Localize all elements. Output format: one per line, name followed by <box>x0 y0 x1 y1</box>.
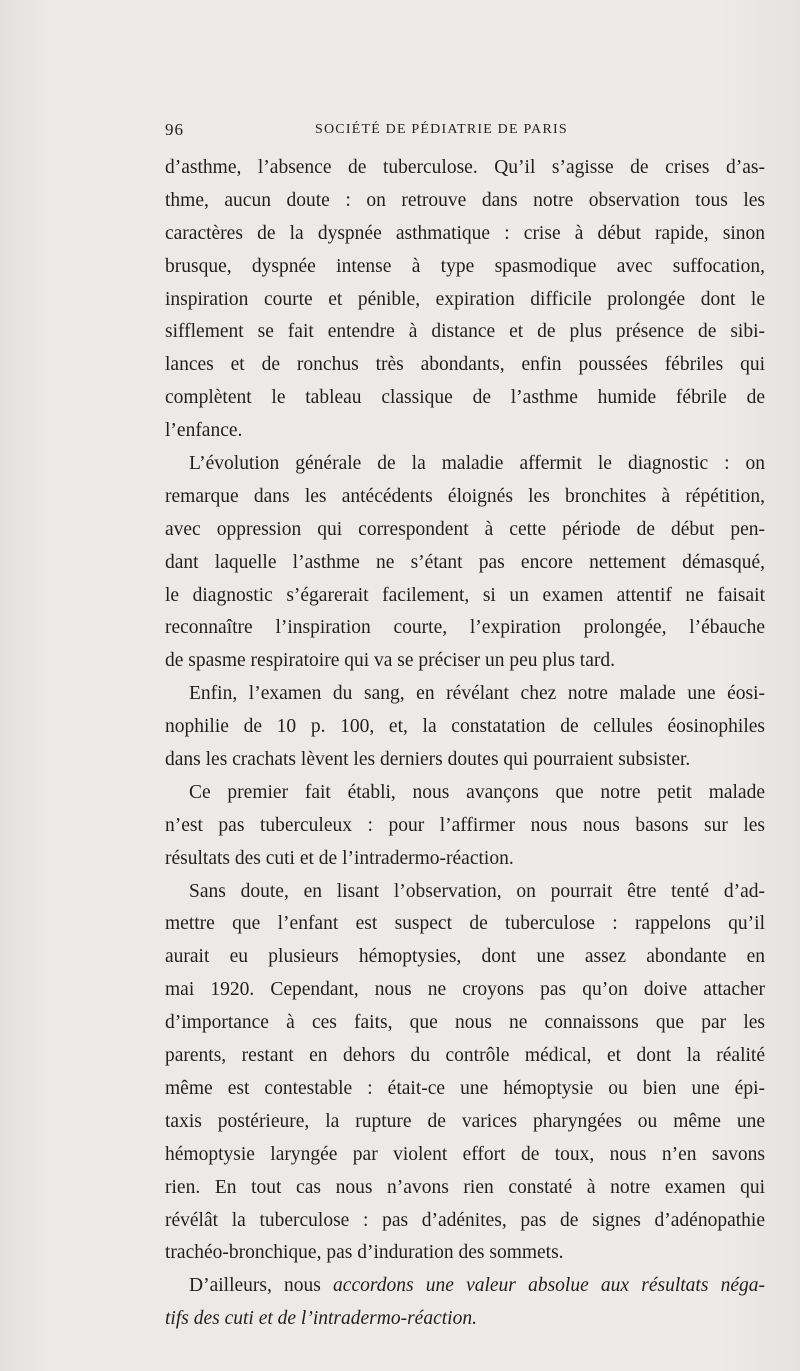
text-line: lances et de ronchus très abondants, enfin poussées fébriles qui <box>165 354 765 376</box>
text-line: révélât la tuberculose : pas d’adénites, pas de signes d’adénopathie <box>165 1209 765 1231</box>
text-line: nophilie de 10 p. 100, et, la constatation de cellules éosinophiles <box>165 716 765 738</box>
text-line: d’asthme, l’absence de tuberculose. Qu’il s’agisse de crises d’as- <box>165 157 765 178</box>
text-line: dans les crachats lèvent les derniers doutes qui pourraient subsister. <box>165 749 691 771</box>
final-paragraph-italic-1: accordons une valeur absolue aux résultats néga- <box>333 1275 765 1297</box>
text-line: mai 1920. Cependant, nous ne croyons pas qu’on doive attacher <box>165 979 765 1001</box>
text-line: trachéo-bronchique, pas d’induration des sommets. <box>165 1242 564 1264</box>
final-paragraph-line-2 <box>165 1303 765 1336</box>
final-paragraph-italic-2: tifs des cuti et de l’intradermo-réaction. <box>165 1308 477 1330</box>
text-line: hémoptysie laryngée par violent effort de toux, nous n’en savons <box>165 1143 765 1165</box>
text-line: mettre que l’enfant est suspect de tuberculose : rappelons qu’il <box>165 913 765 935</box>
text-line: n’est pas tuberculeux : pour l’affirmer nous nous basons sur les <box>165 814 765 836</box>
text-line: brusque, dyspnée intense à type spasmodique avec suffocation, <box>165 255 765 277</box>
text-line: dant laquelle l’asthme ne s’étant pas encore nettement démasqué, <box>165 551 765 573</box>
page-number: 96 <box>165 120 184 139</box>
text-line: thme, aucun doute : on retrouve dans notre observation tous les <box>165 189 765 211</box>
text-line: même est contestable : était-ce une hémoptysie ou bien une épi- <box>165 1077 765 1099</box>
text-line: L’évolution générale de la maladie affermit le diagnostic : on <box>189 453 765 475</box>
body-text <box>165 152 765 1336</box>
text-line: aurait eu plusieurs hémoptysies, dont une assez abondante en <box>165 946 765 968</box>
text-line: Enfin, l’examen du sang, en révélant chez notre malade une éosi- <box>189 683 765 705</box>
text-line: taxis postérieure, la rupture de varices pharyngées ou même une <box>165 1110 765 1132</box>
text-line: de spasme respiratoire qui va se préciser un peu plus tard. <box>165 650 615 672</box>
text-line: remarque dans les antécédents éloignés les bronchites à répétition, <box>165 485 765 507</box>
text-line: complètent le tableau classique de l’asthme humide fébrile de <box>165 387 765 409</box>
text-line: parents, restant en dehors du contrôle médical, et dont la réalité <box>165 1045 765 1067</box>
page-header <box>165 120 765 144</box>
final-paragraph-line-1 <box>165 1270 765 1303</box>
text-line: d’importance à ces faits, que nous ne connaissons que par les <box>165 1012 765 1034</box>
text-line: sifflement se fait entendre à distance et de plus présence de sibi- <box>165 321 765 343</box>
text-line: le diagnostic s’égarerait facilement, si un examen attentif ne faisait <box>165 584 765 606</box>
running-title: SOCIÉTÉ DE PÉDIATRIE DE PARIS <box>315 122 568 137</box>
text-line: l’enfance. <box>165 420 243 442</box>
text-line: reconnaître l’inspiration courte, l’expiration prolongée, l’ébauche <box>165 617 765 639</box>
text-line: Sans doute, en lisant l’observation, on pourrait être tenté d’ad- <box>189 880 765 902</box>
text-line: Ce premier fait établi, nous avançons que notre petit malade <box>189 781 765 803</box>
text-line: inspiration courte et pénible, expiration difficile prolongée dont le <box>165 288 765 310</box>
text-line: résultats des cuti et de l’intradermo-réaction. <box>165 847 514 869</box>
text-line: avec oppression qui correspondent à cette période de début pen- <box>165 518 765 540</box>
final-paragraph-lead: D’ailleurs, nous <box>189 1275 334 1297</box>
text-line: caractères de la dyspnée asthmatique : crise à début rapide, sinon <box>165 222 765 244</box>
text-line: rien. En tout cas nous n’avons rien constaté à notre examen qui <box>165 1176 765 1198</box>
